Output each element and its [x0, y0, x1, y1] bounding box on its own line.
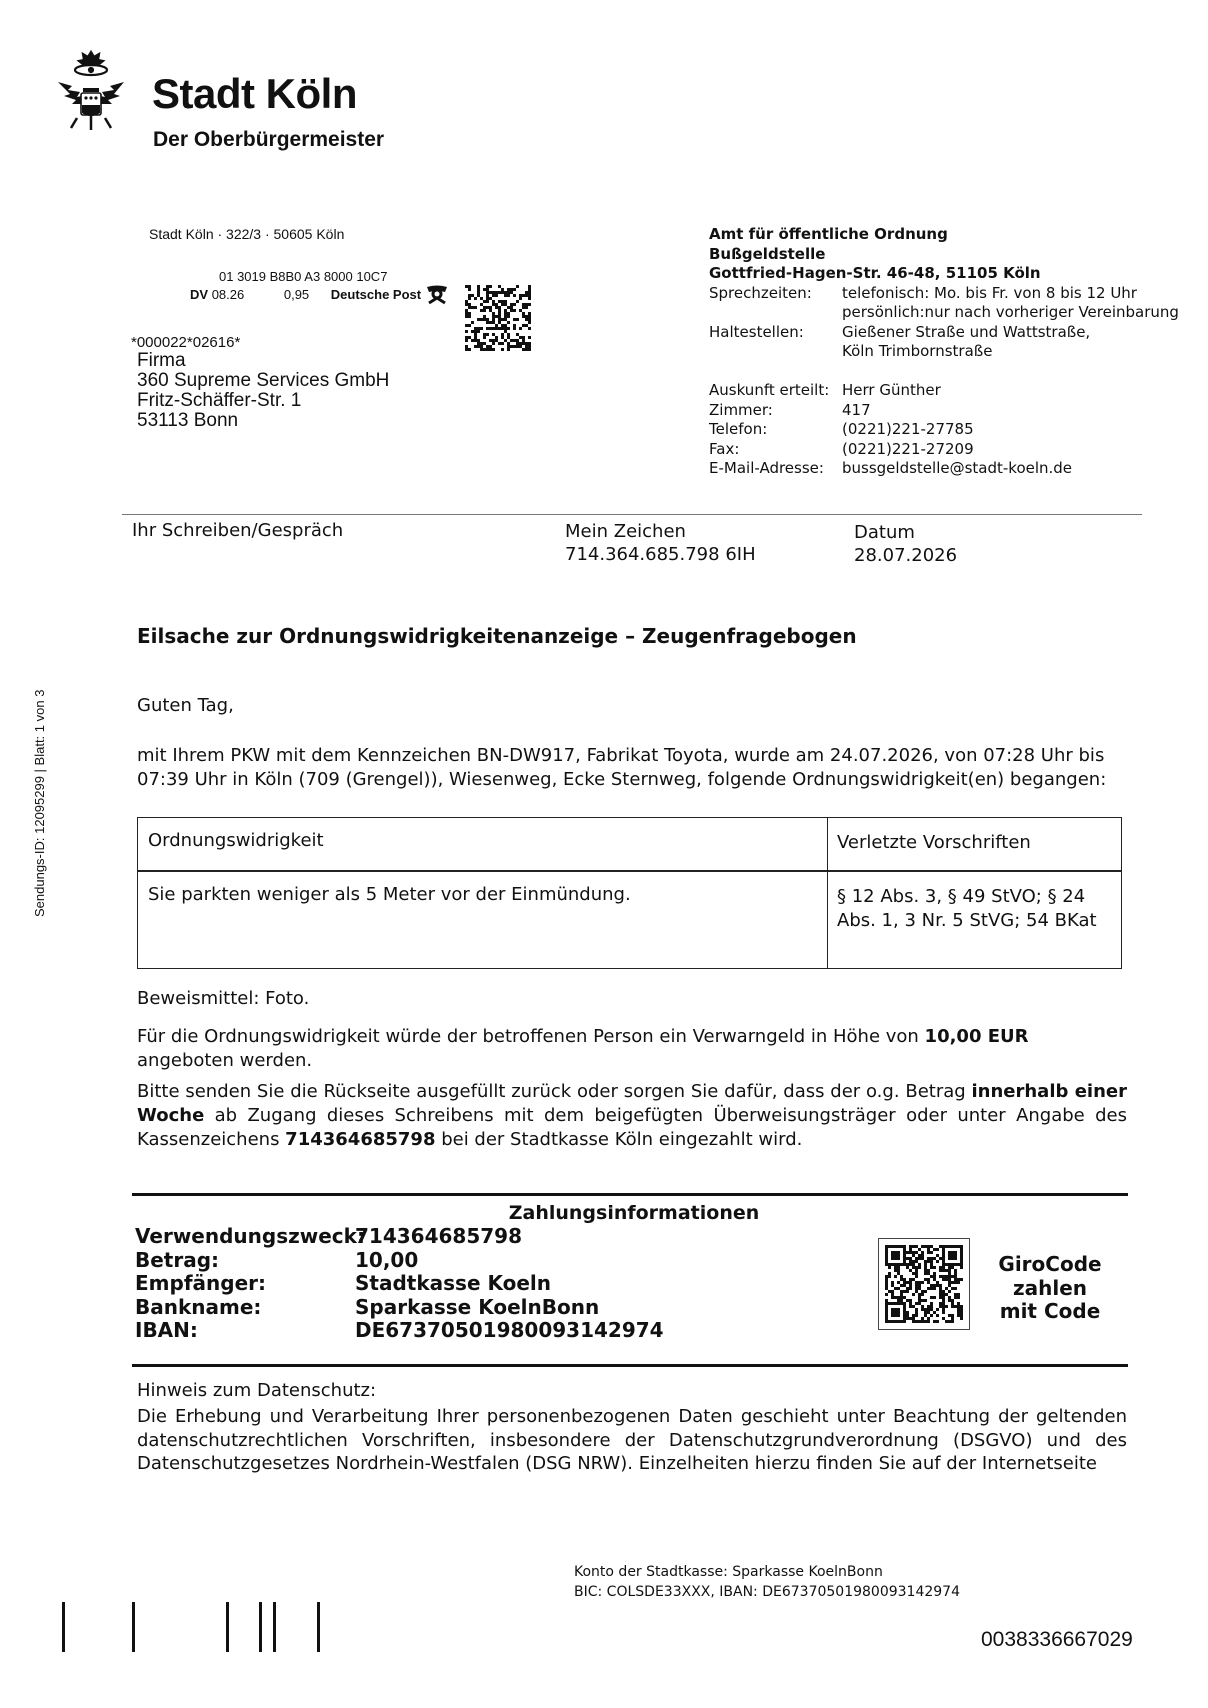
organization-name: Stadt Köln: [152, 70, 357, 117]
dv-value: 08.26: [211, 287, 245, 302]
violation-table: [137, 817, 1122, 969]
payment-label: Betrag:: [135, 1247, 220, 1272]
document-reference-number: 0038336667029: [981, 1628, 1133, 1651]
fine-amount: 10,00 EUR: [924, 1026, 1029, 1047]
dv-label: DV: [190, 287, 209, 302]
girocode-line: mit Code: [999, 1299, 1101, 1323]
phone-value: (0221)221-27785: [842, 420, 974, 438]
my-reference-label: Mein Zeichen: [565, 521, 686, 542]
bank-line: Konto der Stadtkasse: Sparkasse KoelnBonn: [574, 1564, 883, 1580]
postage-amount: 0,95: [283, 287, 310, 302]
sender-return-line: Stadt Köln · 322/3 · 50605 Köln: [149, 226, 345, 242]
phone-label: Telefon:: [709, 420, 768, 438]
shipment-id-side-text: Sendungs-ID: 12095299 | Blatt: 1 von 3: [32, 689, 47, 917]
address-line: 53113 Bonn: [137, 410, 239, 431]
contact-value: Herr Günther: [842, 381, 941, 399]
hours-label: Sprechzeiten:: [709, 283, 812, 302]
date-value: 28.07.2026: [854, 545, 958, 566]
cologne-coat-of-arms-icon: [52, 48, 130, 136]
office-info: [709, 225, 1179, 479]
payment-label: Empfänger:: [135, 1271, 266, 1295]
girocode-line: GiroCode: [998, 1252, 1102, 1276]
greeting: Guten Tag,: [137, 695, 234, 716]
payment-divider-top: [132, 1193, 1128, 1196]
cash-reference: 714364685798: [285, 1129, 436, 1150]
payment-value: DE67370501980093142974: [355, 1318, 664, 1342]
date-label: Datum: [854, 522, 915, 543]
payment-request-paragraph: [137, 1080, 1127, 1152]
letter-subject: Eilsache zur Ordnungswidrigkeitenanzeige – Zeugenfragebogen: [137, 624, 857, 648]
request-text: bei der Stadtkasse Köln eingezahlt wird.: [435, 1129, 803, 1150]
datamatrix-code-icon: [465, 285, 531, 351]
address-line: 360 Supreme Services GmbH: [137, 370, 390, 391]
girocode-caption: [990, 1253, 1110, 1324]
fine-text: angeboten werden.: [137, 1050, 313, 1071]
my-reference-value: 714.364.685.798 6IH: [565, 544, 756, 565]
payment-label: IBAN:: [135, 1318, 198, 1342]
deutsche-post-horn-icon: [424, 283, 450, 305]
privacy-heading: Hinweis zum Datenschutz:: [137, 1380, 377, 1401]
payment-label: Verwendungszweck:: [135, 1224, 365, 1248]
address-line: Firma: [137, 350, 186, 371]
reference-divider: [122, 514, 1142, 515]
payment-value: 714364685798: [355, 1224, 522, 1248]
recipient-id: *000022*02616*: [131, 334, 241, 351]
stops-value: Köln Trimbornstraße: [842, 342, 993, 360]
fax-label: Fax:: [709, 439, 740, 458]
postage-row: [190, 287, 421, 302]
fax-value: (0221)221-27209: [842, 439, 974, 458]
room-value: 417: [842, 400, 871, 419]
bank-line: BIC: COLSDE33XXX, IBAN: DE67370501980093142974: [574, 1584, 960, 1600]
girocode-line: zahlen: [1012, 1275, 1088, 1300]
violation-cell: Sie parkten weniger als 5 Meter vor der Einmündung.: [148, 884, 631, 905]
bank-account-info: [574, 1562, 960, 1602]
office-name: Amt für öffentliche Ordnung: [709, 225, 948, 243]
office-department: Bußgeldstelle: [709, 244, 826, 263]
stops-label: Haltestellen:: [709, 322, 804, 341]
hours-value: persönlich:nur nach vorheriger Vereinbarung: [842, 303, 1179, 321]
hours-value: telefonisch: Mo. bis Fr. von 8 bis 12 Uhr: [842, 283, 1137, 302]
stops-value: Gießener Straße und Wattstraße,: [842, 322, 1091, 341]
office-address: Gottfried-Hagen-Str. 46-48, 51105 Köln: [709, 264, 1041, 282]
violation-header: Ordnungswidrigkeit: [148, 830, 324, 851]
recipient-address: [137, 351, 389, 431]
deadline: innerhalb einer Woche: [137, 1081, 1127, 1126]
request-text: Bitte senden Sie die Rückseite ausgefüllt zurück oder sorgen Sie dafür, dass der o.g. Betrag: [137, 1081, 972, 1102]
regulations-cell: § 12 Abs. 3, § 49 StVO; § 24 Abs. 1, 3 Nr. 5 StVG; 54 BKat: [837, 886, 1097, 931]
postage-code: 01 3019 B8B0 A3 8000 10C7: [219, 269, 388, 284]
payment-divider-bottom: [132, 1364, 1128, 1367]
email-value: bussgeldstelle@stadt-koeln.de: [842, 459, 1073, 477]
privacy-text: Die Erhebung und Verarbeitung Ihrer personenbezogenen Daten geschieht unter Beachtung der geltenden datenschutzrechtlichen Vorschriften, insbesondere der Datenschutzgrundverordnung (DSGVO) und des Datenschutzgesetzes Nordrhein-Westfalen (DSG NRW). Einzelheiten hierzu finden Sie auf der Internetseite: [137, 1406, 1127, 1474]
payment-title: Zahlungsinformationen: [508, 1202, 760, 1224]
regulations-header: Verletzte Vorschriften: [837, 832, 1031, 853]
request-text: ab Zugang dieses Schreibens mit dem beigefügten Überweisungsträger oder unter Angabe des Kassenzeichens: [137, 1105, 1127, 1150]
barcode-marks-icon: [60, 1598, 340, 1654]
fine-text: Für die Ordnungswidrigkeit würde der betroffenen Person ein Verwarngeld in Höhe von: [137, 1026, 925, 1047]
payment-details: [135, 1225, 664, 1343]
intro-paragraph: mit Ihrem PKW mit dem Kennzeichen BN-DW917, Fabrikat Toyota, wurde am 24.07.2026, von 07:28 Uhr bis 07:39 Uhr in Köln (709 (Grengel)), Wiesenweg, Ecke Sternweg, folgende Ordnungswidrigkeit(en) begangen:: [137, 745, 1107, 790]
address-line: Fritz-Schäffer-Str. 1: [137, 390, 302, 411]
room-label: Zimmer:: [709, 400, 773, 419]
organization-subtitle: Der Oberbürgermeister: [153, 128, 385, 151]
payment-value: Stadtkasse Koeln: [355, 1271, 552, 1295]
contact-label: Auskunft erteilt:: [709, 381, 830, 399]
evidence-line: Beweismittel: Foto.: [137, 988, 310, 1009]
your-letter-label: Ihr Schreiben/Gespräch: [132, 520, 344, 541]
payment-value: Sparkasse KoelnBonn: [355, 1294, 600, 1319]
payment-value: 10,00: [355, 1247, 419, 1272]
payment-label: Bankname:: [135, 1294, 262, 1319]
postage-carrier: Deutsche Post: [330, 287, 422, 302]
fine-paragraph: [137, 1025, 1127, 1073]
girocode-qr-icon: [878, 1238, 970, 1330]
email-label: E-Mail-Adresse:: [709, 459, 824, 477]
